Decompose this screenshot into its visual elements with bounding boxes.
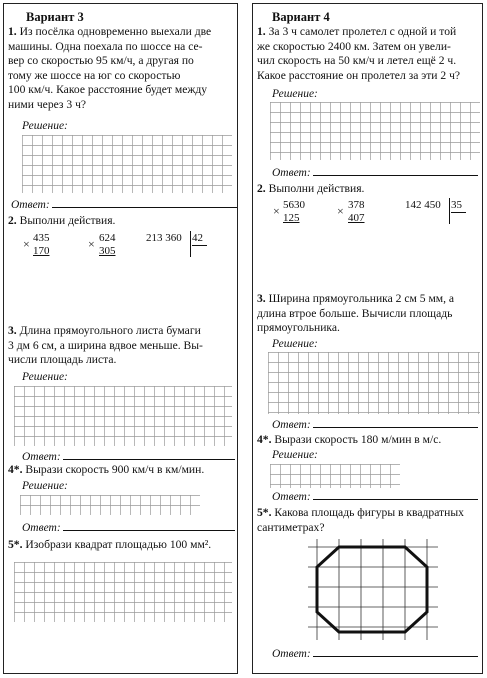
task-line: Ширина прямоугольника 2 см 5 мм, а <box>268 292 455 305</box>
division-bar <box>190 231 191 257</box>
octagon-shape <box>317 547 427 632</box>
task-1-text-v4 <box>257 25 481 83</box>
task-4-text-v3 <box>8 463 234 478</box>
answer-line[interactable] <box>52 198 237 208</box>
task-4-text-v4 <box>257 433 481 448</box>
task-line: ними через 3 ч? <box>8 97 87 111</box>
task-line: Выполни действия. <box>268 182 365 195</box>
factor-top: 5630 <box>283 199 305 211</box>
solution-label: Решение: <box>22 480 68 492</box>
solution-label: Решение: <box>272 449 318 461</box>
answer-field[interactable] <box>272 490 478 503</box>
task-line: Из посёлка одновременно выехали две <box>19 25 212 38</box>
solution-grid[interactable] <box>270 464 400 488</box>
octagon-figure <box>305 537 441 642</box>
answer-field[interactable] <box>22 521 235 534</box>
task-number: 3. <box>257 292 266 305</box>
task-number: 1. <box>8 25 17 38</box>
task-line: За 3 ч самолет пролетел с одной и той <box>268 25 457 38</box>
answer-field[interactable] <box>272 166 478 179</box>
variant-3-title: Вариант 3 <box>26 10 84 24</box>
solution-grid[interactable] <box>22 135 232 193</box>
answer-field[interactable] <box>272 418 478 431</box>
task-line: прямоугольника. <box>257 321 340 335</box>
answer-label: Ответ: <box>272 648 311 660</box>
task-number: 4*. <box>8 463 23 476</box>
dividend: 142 450 <box>405 199 441 211</box>
solution-label: Решение: <box>22 120 68 132</box>
long-division <box>146 232 216 262</box>
task-line: Вырази скорость 180 м/мин в м/с. <box>274 433 442 446</box>
task-line: 3 дм 6 см, а ширина вдвое меньше. Вы- <box>8 338 203 352</box>
solution-grid[interactable] <box>268 352 480 414</box>
answer-label: Ответ: <box>272 419 311 431</box>
divisor: 35 <box>451 199 466 213</box>
task-number: 3. <box>8 324 17 337</box>
answer-field[interactable] <box>11 198 237 211</box>
task-line: машины. Одна поехала по шоссе на се- <box>8 39 203 53</box>
task-line: Какова площадь фигуры в квадратных <box>274 506 464 519</box>
variant-4-title: Вариант 4 <box>272 10 330 24</box>
answer-label: Ответ: <box>272 491 311 503</box>
task-3-text-v3 <box>8 324 234 368</box>
solution-label: Решение: <box>272 338 318 350</box>
task-line: длина втрое больше. Вычисли площадь <box>257 306 453 320</box>
factor-bottom: 170 <box>33 245 50 257</box>
multiply-sign: × <box>273 204 280 218</box>
answer-line[interactable] <box>313 418 478 428</box>
solution-label: Решение: <box>272 88 318 100</box>
task-line: тому же шоссе на юг со скоростью <box>8 68 181 82</box>
factor-top: 378 <box>348 199 365 211</box>
task-line: же скоростью 2400 км. Затем он увели- <box>257 39 451 53</box>
task-number: 1. <box>257 25 266 38</box>
solution-grid[interactable] <box>270 102 480 160</box>
task-line: 100 км/ч. Какое расстояние будет между <box>8 83 208 97</box>
multiply-sign: × <box>337 204 344 218</box>
factor-bottom: 305 <box>99 245 116 257</box>
answer-label: Ответ: <box>272 167 311 179</box>
divisor: 42 <box>192 232 207 246</box>
task-line: сантиметрах? <box>257 520 325 534</box>
task-number: 5*. <box>8 538 23 551</box>
factor-bottom: 125 <box>283 212 300 224</box>
task-number: 2. <box>257 182 266 195</box>
dividend: 213 360 <box>146 232 182 244</box>
answer-field[interactable] <box>272 647 478 660</box>
answer-label: Ответ: <box>11 199 50 211</box>
solution-grid[interactable] <box>14 386 232 446</box>
figure-grid <box>308 539 438 640</box>
task-number: 5*. <box>257 506 272 519</box>
task-1-text-v3 <box>8 25 234 113</box>
task-5-text-v4 <box>257 506 481 535</box>
task-line: Вырази скорость 900 км/ч в км/мин. <box>25 463 205 476</box>
task-5-text-v3 <box>8 538 238 553</box>
factor-bottom: 407 <box>348 212 365 224</box>
task-line: Изобрази квадрат площадью 100 мм². <box>25 538 212 551</box>
long-division <box>405 199 475 229</box>
drawing-grid[interactable] <box>14 562 232 622</box>
task-2-text-v4 <box>257 182 481 197</box>
answer-line[interactable] <box>63 521 235 531</box>
solution-label: Решение: <box>22 371 68 383</box>
answer-label: Ответ: <box>22 522 61 534</box>
task-2-text-v3 <box>8 214 234 229</box>
task-line: Длина прямоугольного листа бумаги <box>19 324 201 337</box>
task-line: числи площадь листа. <box>8 353 117 367</box>
answer-line[interactable] <box>313 490 478 500</box>
multiply-sign: × <box>88 237 95 251</box>
task-number: 2. <box>8 214 17 227</box>
task-number: 4*. <box>257 433 272 446</box>
answer-label: Ответ: <box>22 451 61 463</box>
answer-line[interactable] <box>313 647 478 657</box>
answer-line[interactable] <box>63 450 235 460</box>
task-line: Выполни действия. <box>19 214 116 227</box>
task-3-text-v4 <box>257 292 481 336</box>
answer-field[interactable] <box>22 450 235 463</box>
task-line: Какое расстояние он пролетел за эти 2 ч? <box>257 68 461 82</box>
task-line: вер со скоростью 95 км/ч, а другая по <box>8 54 194 68</box>
task-line: чил скорость на 50 км/ч и летел ещё 2 ч. <box>257 54 457 68</box>
factor-top: 624 <box>99 232 116 244</box>
division-bar <box>449 198 450 224</box>
factor-top: 435 <box>33 232 50 244</box>
multiply-sign: × <box>23 237 30 251</box>
answer-line[interactable] <box>313 166 478 176</box>
solution-grid[interactable] <box>20 495 200 515</box>
